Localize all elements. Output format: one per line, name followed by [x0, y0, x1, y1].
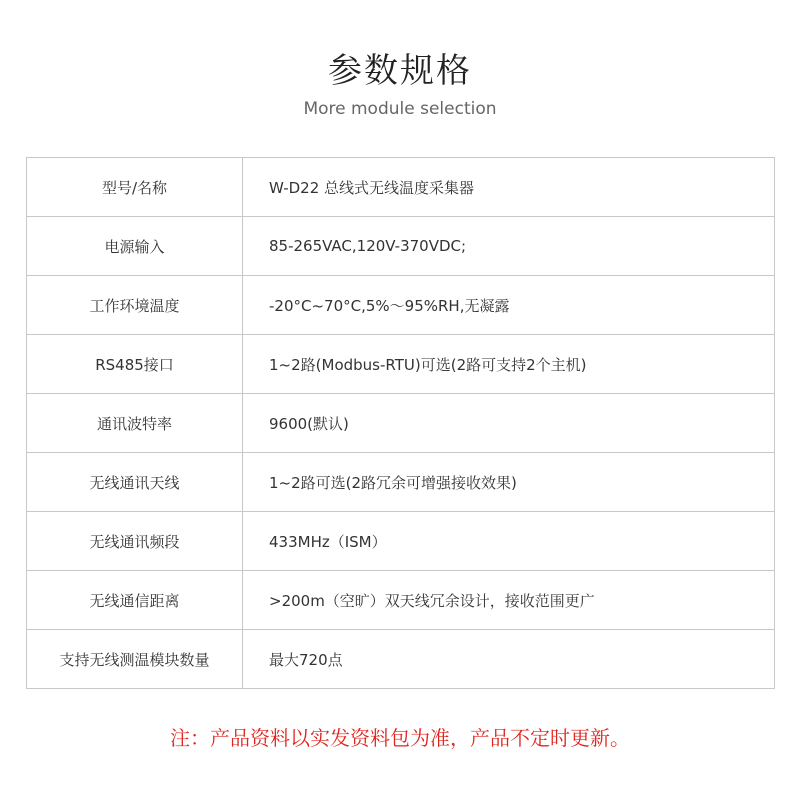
spec-label: 支持无线测温模块数量	[27, 630, 243, 689]
spec-value: W-D22 总线式无线温度采集器	[243, 158, 775, 217]
table-row	[27, 276, 775, 335]
spec-label: 型号/名称	[27, 158, 243, 217]
spec-value: 433MHz（ISM）	[243, 512, 775, 571]
table-row	[27, 394, 775, 453]
spec-value: -20°C~70°C,5%～95%RH,无凝露	[243, 276, 775, 335]
page-title: 参数规格	[328, 51, 472, 91]
spec-label: RS485接口	[27, 335, 243, 394]
spec-label: 工作环境温度	[27, 276, 243, 335]
table-row	[27, 512, 775, 571]
table-row	[27, 335, 775, 394]
spec-label: 无线通信距离	[27, 571, 243, 630]
footer-note: 注：产品资料以实发资料包为准，产品不定时更新。	[170, 726, 630, 750]
spec-label: 无线通讯天线	[27, 453, 243, 512]
table-row	[27, 158, 775, 217]
spec-value: 1~2路(Modbus-RTU)可选(2路可支持2个主机)	[243, 335, 775, 394]
table-row	[27, 571, 775, 630]
spec-label: 通讯波特率	[27, 394, 243, 453]
page-subtitle: More module selection	[303, 99, 497, 119]
spec-label: 无线通讯频段	[27, 512, 243, 571]
spec-value: 85-265VAC,120V-370VDC;	[243, 217, 775, 276]
spec-value: >200m（空旷）双天线冗余设计，接收范围更广	[243, 571, 775, 630]
spec-value: 最大720点	[243, 630, 775, 689]
table-row	[27, 630, 775, 689]
table-row	[27, 217, 775, 276]
spec-label: 电源输入	[27, 217, 243, 276]
spec-value: 9600(默认)	[243, 394, 775, 453]
table-row	[27, 453, 775, 512]
spec-value: 1~2路可选(2路冗余可增强接收效果)	[243, 453, 775, 512]
spec-table	[26, 157, 775, 689]
